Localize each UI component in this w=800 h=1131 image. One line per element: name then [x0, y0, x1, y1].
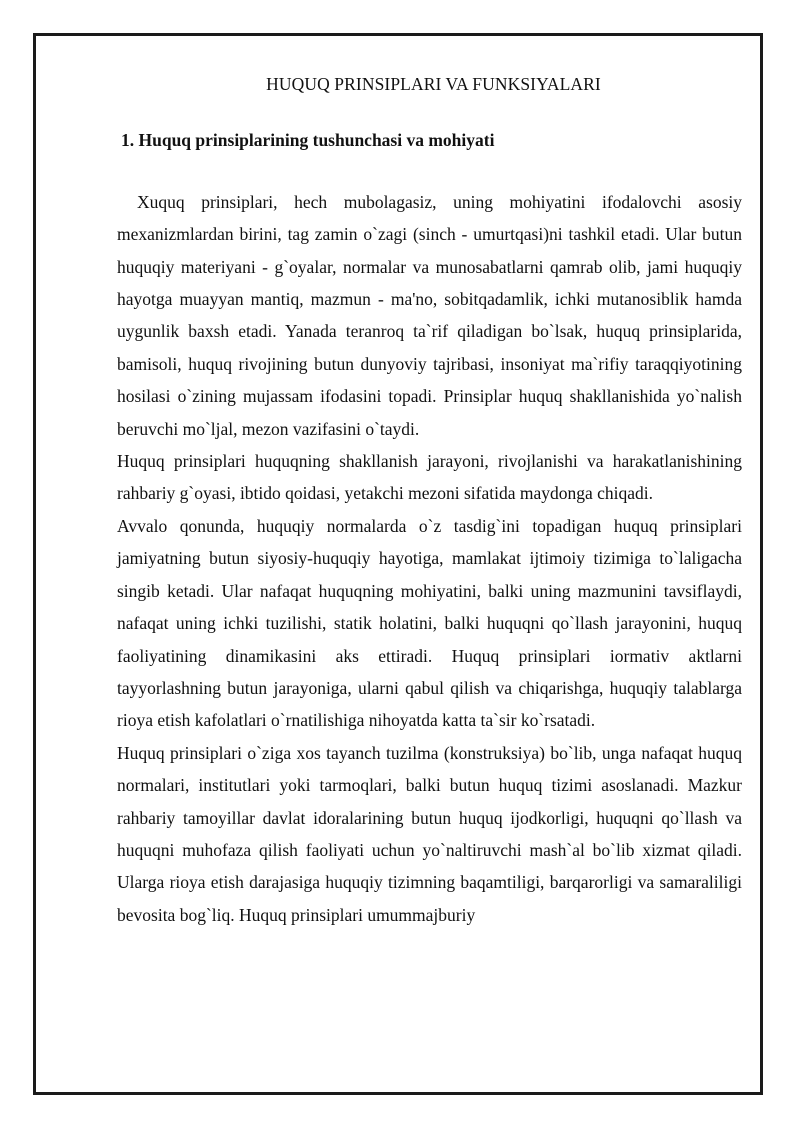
paragraph: Huquq prinsiplari huquqning shakllanish jarayoni, rivojlanishi va harakatlanishining rahbariy g`oyasi, ibtido qoidasi, yetakchi mezoni sifatida maydonga chiqadi.	[117, 451, 742, 504]
paragraph: Avvalo qonunda, huquqiy normalarda o`z tasdig`ini topadigan huquq prinsiplari jamiyatning butun siyosiy-huquqiy hayotiga, mamlakat ijtimoiy tizimiga to`laligacha singib ketadi. Ular nafaqat huquqning mohiyatini, balki uning mazmunini tavsiflaydi, nafaqat uning ichki tuzilishi, statik holatini, balki huquqni qo`llash jarayonini, huquq faoliyatining dinamikasini aks ettiradi. Huquq prinsiplari iormativ aktlarni tayyorlashning butun jarayoniga, ularni qabul qilish va chiqarishga, huquqiy talablarga rioya etish kafolatlari o`rnatilishiga nihoyatda katta ta`sir ko`rsatadi.	[117, 515, 742, 731]
paragraph: Huquq prinsiplari o`ziga xos tayanch tuzilma (konstruksiya) bo`lib, unga nafaqat huquq normalari, institutlari yoki tarmoqlari, balki butun huquq tizimi asoslanadi. Mazkur rahbariy tamoyillar davlat idoralarining butun huquq ijodkorligi, huquqni qo`llash va huquqni muhofaza qilish faoliyati uchun yo`naltiruvchi mash`al bo`lib xizmat qiladi. Ularga rioya etish darajasiga huquqiy tizimning baqamtiligi, barqarorligi va samaraliligi bevosita bog`liq. Huquq prinsiplari umummajburiy	[117, 742, 742, 925]
paragraph: Xuquq prinsiplari, hech mubolagasiz, uning mohiyatini ifodalovchi asosiy mexanizmlardan birini, tag zamin o`zagi (sinch - umurtqasi)ni tashkil etadi. Ular butun huquqiy materiyani - g`oyalar, normalar va munosabatlarni qamrab olib, jami huquqiy hayotga muayyan mantiq, mazmun - ma'no, sobitqadamlik, ichki mutanosiblik hamda uygunlik baxsh etadi. Yanada teranroq ta`rif qiladigan bo`lsak, huquq prinsiplarida, bamisoli, huquq rivojining butun dunyoviy tajribasi, insoniyat ma`rifiy taraqqiyotining hosilasi o`zining mujassam ifodasini topadi. Prinsiplar huquq shakllanishida yo`nalish beruvchi mo`ljal, mezon vazifasini o`taydi.	[117, 191, 742, 439]
document-body	[117, 68, 742, 931]
document-title: HUQUQ PRINSIPLARI VA FUNKSIYALARI	[266, 74, 601, 94]
section-heading: 1. Huquq prinsiplarining tushunchasi va mohiyati	[121, 130, 495, 151]
